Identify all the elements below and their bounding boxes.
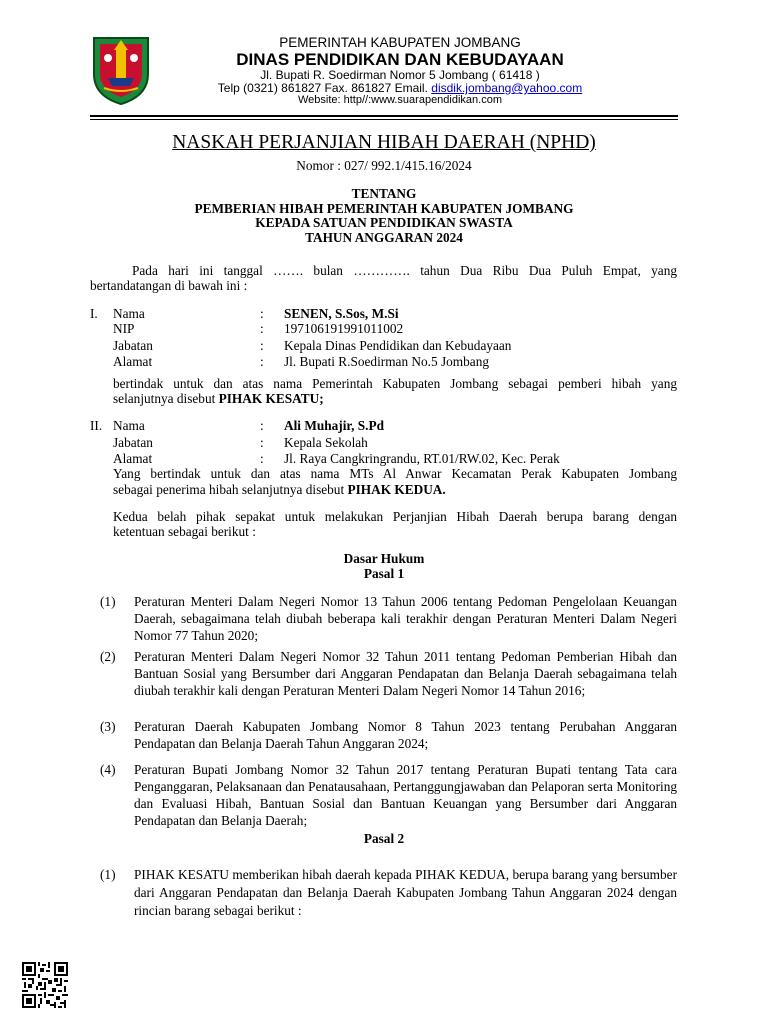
party2-value-address: Jl. Raya Cangkringrandu, RT.01/RW.02, Kec. Perak <box>284 451 560 466</box>
party1-value-address: Jl. Bupati R.Soedirman No.5 Jombang <box>284 354 489 369</box>
party1-desc-line-2 <box>113 390 324 407</box>
party1-desc-line-1: bertindak untuk dan atas nama Pemerintah Kabupaten Jombang sebagai pemberi hibah yang <box>113 376 677 391</box>
pasal1-item-4-text: Peraturan Bupati Jombang Nomor 32 Tahun 2017 tentang Peraturan Bupati tentang Tata cara Penganggaran, Pelaksanaan dan Penatausahaan, Pertanggungjawaban dan Pelaporan serta Monitoring dan Evaluasi Hibah, Bantuan Sosial dan Bantuan Keuangan yang Bersumber dari Anggaran Pendapatan dan Belanja Daerah; <box>134 762 677 828</box>
header-phone: Telp (0321) 861827 Fax. 861827 Email. <box>217 81 432 95</box>
party2-label-address: Alamat <box>113 451 153 466</box>
party1-colon: : <box>260 354 264 369</box>
agreement-line-2: ketentuan sebagai berikut : <box>113 524 256 539</box>
pasal1-item-2-number: (2) <box>100 649 116 664</box>
header-government: PEMERINTAH KABUPATEN JOMBANG <box>279 35 521 50</box>
party2-desc-line-2 <box>113 481 446 498</box>
pasal1-item-1-number: (1) <box>100 594 116 609</box>
party1-label-address: Alamat <box>113 354 153 369</box>
header-agency: DINAS PENDIDIKAN DAN KEBUDAYAAN <box>236 50 564 69</box>
party2-desc-text: sebagai penerima hibah selanjutnya disebut <box>113 482 348 497</box>
pasal1-item-4-number: (4) <box>100 762 116 777</box>
party1-number: I. <box>90 306 98 321</box>
tentang-heading: TENTANG <box>351 186 417 201</box>
party1-designation: PIHAK KESATU; <box>218 391 324 406</box>
pasal2-heading: Pasal 2 <box>363 831 405 846</box>
party1-label-name: Nama <box>113 306 145 321</box>
jombang-regency-crest-icon <box>88 34 154 106</box>
qr-code-icon <box>22 962 68 1008</box>
party1-desc-text: selanjutnya disebut <box>113 391 219 406</box>
header-email-link[interactable]: disdik.jombang@yahoo.com <box>431 81 583 95</box>
tentang-line-1: PEMBERIAN HIBAH PEMERINTAH KABUPATEN JOMBANG <box>194 201 574 216</box>
party1-label-position: Jabatan <box>113 338 153 353</box>
pasal2-item-1-number: (1) <box>100 867 116 882</box>
header-divider-thick <box>90 115 678 117</box>
party2-label-position: Jabatan <box>113 435 153 450</box>
party2-colon: : <box>260 451 264 466</box>
party2-value-name: Ali Muhajir, S.Pd <box>284 418 384 433</box>
party2-designation: PIHAK KEDUA. <box>347 482 446 497</box>
header-address: Jl. Bupati R. Soedirman Nomor 5 Jombang ( 61418 ) <box>260 68 540 82</box>
pasal1-heading: Pasal 1 <box>363 566 405 581</box>
party2-value-position: Kepala Sekolah <box>284 435 368 450</box>
intro-line-1: Pada hari ini tanggal ……. bulan …………. tahun Dua Ribu Dua Puluh Empat, yang <box>132 263 677 278</box>
party1-label-nip: NIP <box>113 321 135 336</box>
tentang-line-3: TAHUN ANGGARAN 2024 <box>305 230 463 245</box>
party1-colon: : <box>260 321 264 336</box>
document-title: NASKAH PERJANJIAN HIBAH DAERAH (NPHD) <box>172 132 596 153</box>
intro-line-2: bertandatangan di bawah ini : <box>90 278 248 293</box>
party2-label-name: Nama <box>113 418 145 433</box>
party1-value-name: SENEN, S.Sos, M.Si <box>284 306 399 321</box>
pasal1-item-3-text: Peraturan Daerah Kabupaten Jombang Nomor 8 Tahun 2023 tentang Perubahan Anggaran Pendapatan dan Belanja Daerah Tahun Anggaran 2024; <box>134 719 677 751</box>
party1-colon: : <box>260 306 264 321</box>
pasal1-heading-legal-basis: Dasar Hukum <box>343 551 425 566</box>
party2-number: II. <box>90 418 103 433</box>
agreement-line-1: Kedua belah pihak sepakat untuk melakukan Perjanjian Hibah Daerah berupa barang dengan <box>113 509 677 524</box>
party2-desc-line-1: Yang bertindak untuk dan atas nama MTs Al Anwar Kecamatan Perak Kabupaten Jombang <box>113 466 677 481</box>
pasal1-item-3-number: (3) <box>100 719 116 734</box>
pasal2-item-1-text: PIHAK KESATU memberikan hibah daerah kepada PIHAK KEDUA, berupa barang yang bersumber dari Anggaran Pendapatan dan Belanja Daerah Kabupaten Jombang Tahun Anggaran 2024 dengan rincian barang sebagai berikut : <box>134 867 677 918</box>
party2-colon: : <box>260 435 264 450</box>
party1-value-nip: 197106191991011002 <box>284 321 404 336</box>
tentang-line-2: KEPADA SATUAN PENDIDIKAN SWASTA <box>255 215 513 230</box>
pasal1-item-1-text: Peraturan Menteri Dalam Negeri Nomor 13 Tahun 2006 tentang Pedoman Pengelolaan Keuangan Daerah, sebagaimana telah diubah beberapa kali terakhir dengan Peraturan Menteri Dalam Negeri Nomor 77 Tahun 2020; <box>134 594 677 643</box>
party1-value-position: Kepala Dinas Pendidikan dan Kebudayaan <box>284 338 512 353</box>
header-divider-thin <box>90 119 678 120</box>
document-number: Nomor : 027/ 992.1/415.16/2024 <box>296 158 472 173</box>
header-website: Website: http//:www.suarapendidikan.com <box>297 94 502 106</box>
party2-colon: : <box>260 418 264 433</box>
party1-colon: : <box>260 338 264 353</box>
pasal1-item-2-text: Peraturan Menteri Dalam Negeri Nomor 32 Tahun 2011 tentang Pedoman Pemberian Hibah dan Bantuan Sosial yang Bersumber dari Anggaran Pendapatan dan Belanja Daerah sebagaimana telah diubah terakhir kali dengan Peraturan Menteri Dalam Negeri Nomor 14 Tahun 2016; <box>134 649 677 698</box>
